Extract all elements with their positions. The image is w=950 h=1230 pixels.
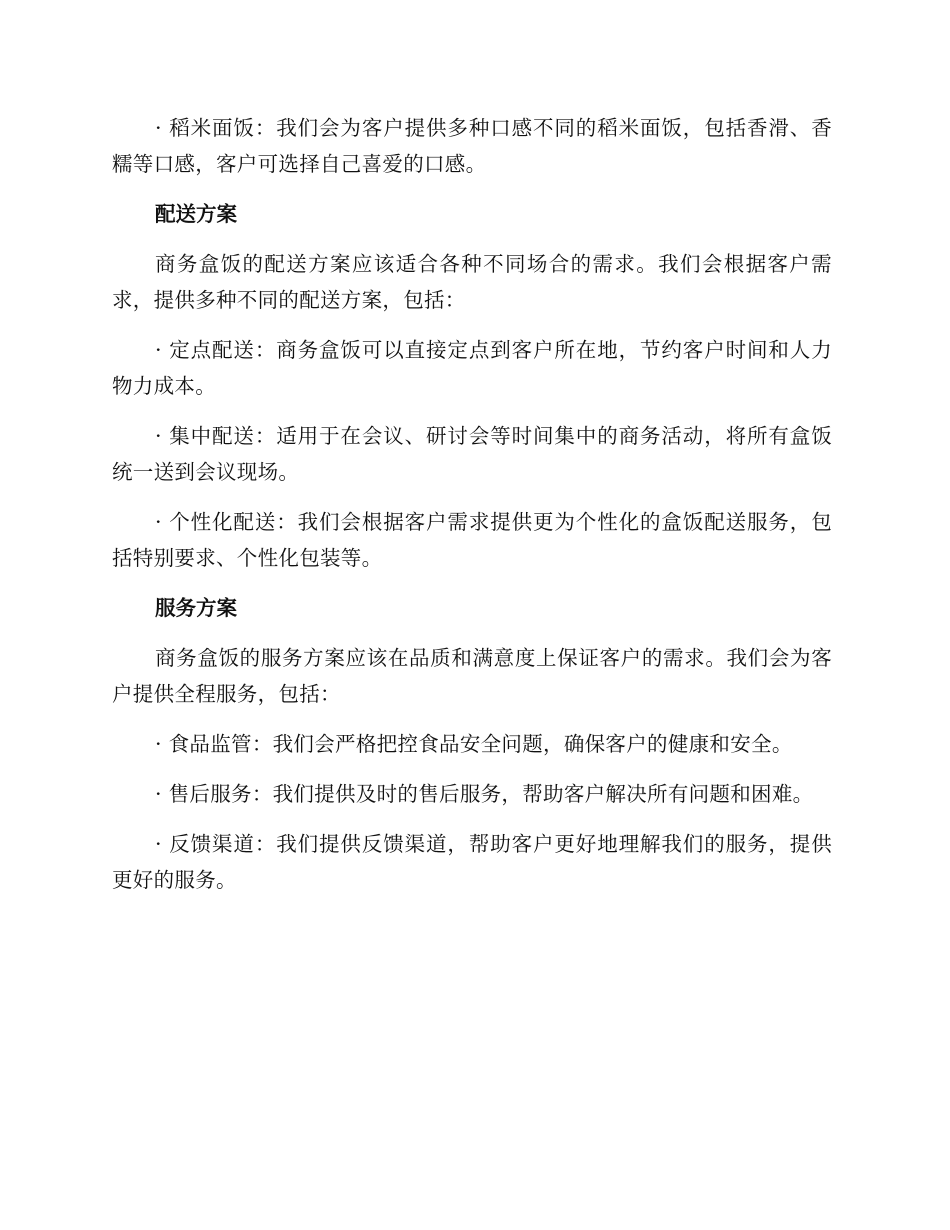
bullet-feedback-channel: · 反馈渠道：我们提供反馈渠道，帮助客户更好地理解我们的服务，提供更好的服务。 xyxy=(112,832,832,892)
bullet-personalized-delivery: · 个性化配送：我们会根据客户需求提供更为个性化的盒饭配送服务，包括特别要求、个性化包装等。 xyxy=(112,510,832,570)
bullet-fixed-point-delivery: · 定点配送：商务盒饭可以直接定点到客户所在地，节约客户时间和人力物力成本。 xyxy=(112,338,832,398)
bullet-centralized-delivery: · 集中配送：适用于在会议、研讨会等时间集中的商务活动，将所有盒饭统一送到会议现场。 xyxy=(112,424,832,484)
bullet-after-sales: · 售后服务：我们提供及时的售后服务，帮助客户解决所有问题和困难。 xyxy=(155,782,814,806)
service-intro: 商务盒饭的服务方案应该在品质和满意度上保证客户的需求。我们会为客户提供全程服务，包括： xyxy=(112,646,832,706)
section-heading-delivery: 配送方案 xyxy=(155,202,237,226)
bullet-food-supervision: · 食品监管：我们会严格把控食品安全问题，确保客户的健康和安全。 xyxy=(155,732,793,756)
bullet-rice-noodles: · 稻米面饭：我们会为客户提供多种口感不同的稻米面饭，包括香滑、香糯等口感，客户可选择自己喜爱的口感。 xyxy=(112,116,832,176)
document-page xyxy=(112,110,832,912)
delivery-intro: 商务盒饭的配送方案应该适合各种不同场合的需求。我们会根据客户需求，提供多种不同的配送方案，包括： xyxy=(112,252,832,312)
section-heading-service: 服务方案 xyxy=(155,596,237,620)
